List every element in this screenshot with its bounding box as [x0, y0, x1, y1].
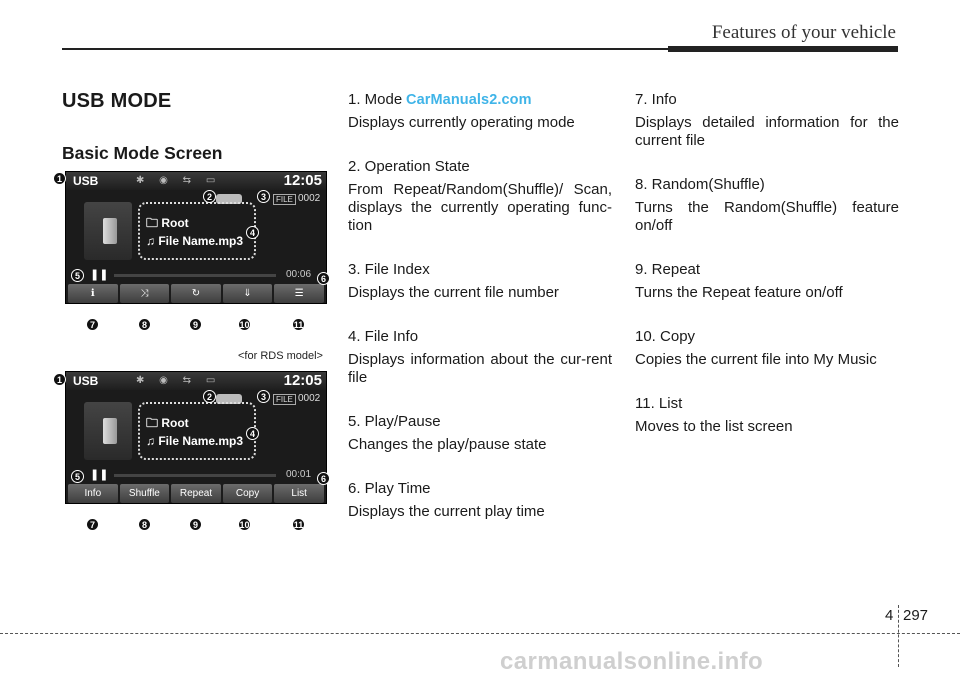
list-icon[interactable]: ☰: [274, 284, 324, 303]
callout-2: 2: [203, 390, 216, 403]
folder-name: Root: [161, 216, 189, 230]
description-column-1: [348, 91, 612, 547]
item-heading: 9. Repeat: [635, 261, 701, 278]
item-body: Displays the current file number: [348, 284, 559, 301]
item-heading: 6. Play Time: [348, 480, 431, 497]
play-time: 00:01: [286, 469, 312, 480]
description-column-2: [635, 91, 899, 462]
item-body: Changes the play/pause state: [348, 436, 547, 453]
item-body: Displays detailed information for the current file: [635, 114, 899, 149]
callout-3: 3: [257, 390, 270, 403]
item-body: Turns the Random(Shuffle) feature on/off: [635, 199, 899, 234]
callout-8: 8: [138, 318, 151, 331]
item-repeat: [635, 261, 899, 302]
play-time: 00:06: [286, 269, 312, 280]
shuffle-button[interactable]: Shuffle: [120, 484, 170, 503]
button-row: [68, 284, 324, 303]
usb-drive-icon: [103, 418, 117, 444]
watermark-top: CarManuals2.com: [406, 92, 532, 108]
folder-name: Root: [161, 416, 189, 430]
file-name-label: ♫ File Name.mp3: [146, 434, 244, 448]
clock: 12:05: [283, 172, 322, 189]
callout-4: 4: [246, 226, 259, 239]
callout-6: 6: [317, 272, 330, 285]
file-name-label: ♫ File Name.mp3: [146, 234, 244, 248]
usb-drive-icon: [103, 218, 117, 244]
item-list: [635, 395, 899, 436]
item-heading: 4. File Info: [348, 328, 419, 345]
item-copy: [635, 328, 899, 369]
item-body: From Repeat/Random(Shuffle)/ Scan, displays the currently operating func-tion: [348, 181, 612, 234]
info-button[interactable]: Info: [68, 484, 118, 503]
item-body: Turns the Repeat feature on/off: [635, 284, 843, 301]
callout-1: 1: [53, 373, 66, 386]
pause-icon[interactable]: ❚❚: [90, 269, 109, 281]
folder-label: 🗀 Root: [146, 216, 189, 230]
item-body: Displays information about the cur-rent file: [348, 351, 612, 386]
callout-5: 5: [71, 470, 84, 483]
callout-11: 11: [293, 520, 304, 530]
file-tag: FILE: [273, 194, 296, 205]
item-file-index: [348, 261, 612, 302]
callout-6: 6: [317, 472, 330, 485]
callout-4: 4: [246, 427, 259, 440]
button-row: [68, 484, 324, 503]
callout-8: 8: [138, 518, 151, 531]
usb-screen-standard: [65, 171, 327, 304]
repeat-icon[interactable]: ↻: [171, 284, 221, 303]
item-info: [635, 91, 899, 150]
file-name: File Name.mp3: [158, 234, 244, 248]
file-name: File Name.mp3: [158, 434, 244, 448]
item-heading: 2. Operation State: [348, 158, 470, 175]
file-index: 0002: [298, 193, 321, 204]
item-body: Displays the current play time: [348, 503, 545, 520]
mode-label: USB: [73, 174, 99, 188]
callout-7: 7: [86, 518, 99, 531]
page-number: 297: [903, 607, 929, 624]
item-body: Moves to the list screen: [635, 418, 793, 435]
item-operation-state: [348, 158, 612, 235]
footer-rule: [0, 633, 960, 634]
usb-screen-rds: [65, 371, 327, 504]
callout-11: 11: [293, 320, 304, 330]
shuffle-icon[interactable]: ⤨: [120, 284, 170, 303]
repeat-button[interactable]: Repeat: [171, 484, 221, 503]
item-play-pause: [348, 413, 612, 454]
callout-5: 5: [71, 269, 84, 282]
running-header: Features of your vehicle: [711, 22, 896, 43]
callout-9: 9: [189, 518, 202, 531]
item-heading: 8. Random(Shuffle): [635, 176, 765, 193]
callout-2: 2: [203, 190, 216, 203]
status-icons: ✱ ◉ ⇆ ▭: [136, 375, 222, 386]
file-index: 0002: [298, 393, 321, 404]
item-body: Copies the current file into My Music: [635, 351, 877, 368]
item-heading: 7. Info: [635, 91, 677, 108]
item-heading: 5. Play/Pause: [348, 413, 441, 430]
folder-label: 🗀 Root: [146, 416, 189, 430]
progress-bar[interactable]: [114, 274, 276, 277]
item-body: Displays currently operating mode: [348, 114, 575, 131]
callout-10: 10: [239, 320, 250, 330]
callout-10: 10: [239, 520, 250, 530]
item-random-shuffle: [635, 176, 899, 235]
progress-bar[interactable]: [114, 474, 276, 477]
footer-separator: [898, 605, 899, 667]
item-heading: 3. File Index: [348, 261, 430, 278]
section-title: USB MODE: [62, 90, 172, 112]
copy-icon[interactable]: ⇓: [223, 284, 273, 303]
clock: 12:05: [283, 372, 322, 389]
watermark-bottom: carmanualsonline.info: [500, 648, 764, 675]
list-button[interactable]: List: [274, 484, 324, 503]
callout-9: 9: [189, 318, 202, 331]
file-tag: FILE: [273, 394, 296, 405]
pause-icon[interactable]: ❚❚: [90, 469, 109, 481]
item-file-info: [348, 328, 612, 387]
mode-label: USB: [73, 374, 99, 388]
callout-1: 1: [53, 172, 66, 185]
item-heading: 11. List: [635, 395, 683, 412]
item-play-time: [348, 480, 612, 521]
item-heading: 10. Copy: [635, 328, 696, 345]
header-tab-bar: [668, 46, 898, 52]
rds-caption: <for RDS model>: [238, 350, 323, 362]
status-icons: ✱ ◉ ⇆ ▭: [136, 175, 222, 186]
item-heading: 1. Mode: [348, 91, 403, 108]
info-icon[interactable]: ℹ: [68, 284, 118, 303]
chapter-number: 4: [885, 607, 894, 624]
callout-3: 3: [257, 190, 270, 203]
callout-7: 7: [86, 318, 99, 331]
copy-button[interactable]: Copy: [223, 484, 273, 503]
subsection-title: Basic Mode Screen: [62, 143, 223, 163]
